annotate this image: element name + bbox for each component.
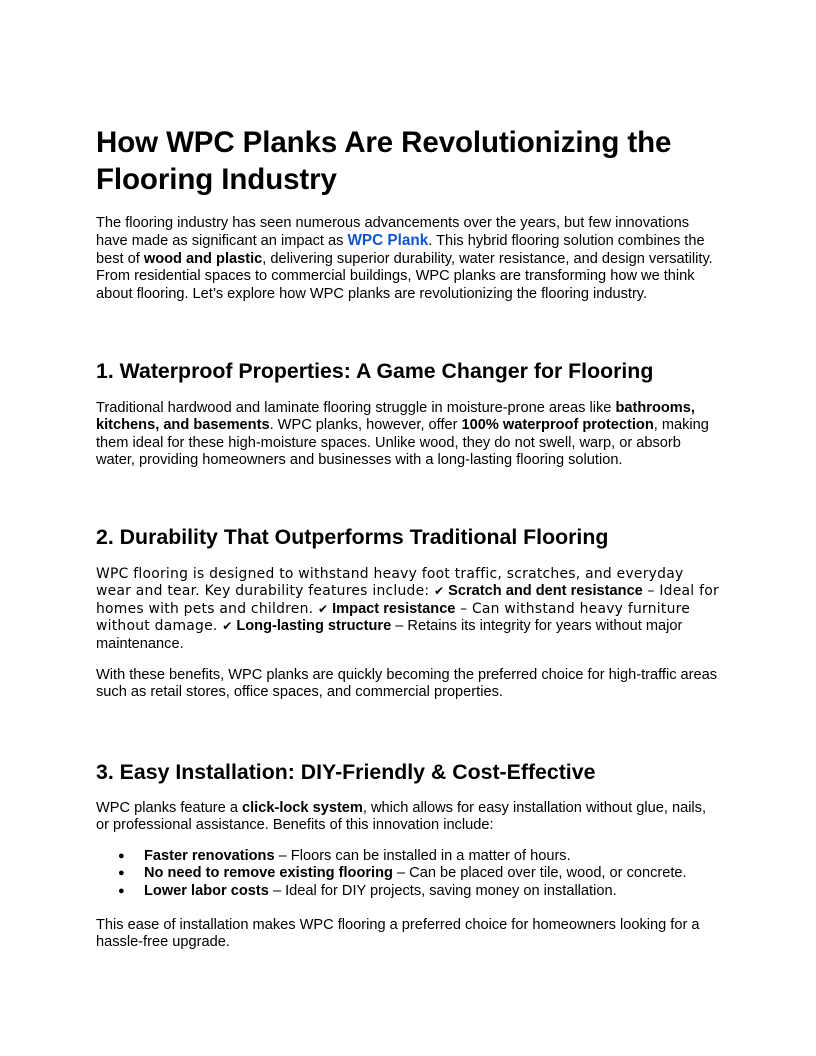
intro-text: The flooring industry has seen numerous advancements over the years, but few innovations have made as significant an impact as [96,215,689,250]
section-2-paragraph-2: With these benefits, WPC planks are quickly becoming the preferred choice for high-traffic areas such as retail stores, office spaces, and commercial properties. [96,667,718,701]
section-1-text: Traditional hardwood and laminate flooring struggle in moisture-prone areas like [96,400,616,416]
list-item-text: – Ideal for DIY projects, saving money on installation. [268,882,617,899]
list-item-text: – Floors can be installed in a matter of hours. [274,848,571,864]
section-2-paragraph [96,566,720,653]
section-2-text: – Can withstand heavy furniture without damage. [96,600,691,635]
page-title: How WPC Planks Are Revolutionizing the Flooring Industry [96,126,672,196]
section-2-bold: Impact resistance [332,600,456,617]
bullet-icon: ● [118,850,125,862]
list-item-text: – Can be placed over tile, wood, or concrete. [392,865,687,882]
intro-text: , delivering superior durability, water resistance, and design versatility. From residential spaces to commercial buildings, WPC planks are transforming how we think about flooring. Let’s explore how WPC planks are revolutionizing the flooring industry. [96,250,713,302]
benefits-list [118,848,704,900]
section-3-text: WPC planks feature a [96,800,243,816]
section-2-text: WPC flooring is designed to withstand heavy foot traffic, scratches, and everyday wear and tear. Key durability features include: [96,566,684,600]
section-3-paragraph-2: This ease of installation makes WPC flooring a preferred choice for homeowners looking for a hassle-free upgrade. [96,917,700,951]
list-item [118,848,704,865]
list-item [118,882,704,900]
section-3-heading: 3. Easy Installation: DIY-Friendly & Cost-Effective [96,760,596,784]
bullet-icon: ● [118,884,125,897]
list-item-bold: No need to remove existing flooring [144,865,393,882]
list-item [118,865,704,882]
section-3-text: , which allows for easy installation without glue, nails, or professional assistance. Benefits of this innovation include: [96,800,707,834]
section-3-paragraph [96,800,720,835]
section-1-paragraph [96,400,720,470]
intro-paragraph [96,215,720,303]
section-3-bold: click-lock system [242,800,363,816]
bullet-icon: ● [118,867,125,880]
intro-bold: wood and plastic [143,250,263,267]
checkmark-icon: ✔ [318,601,329,616]
intro-text: . This hybrid flooring solution combines the best of [96,233,705,267]
checkmark-icon: ✔ [434,584,445,599]
wpc-plank-link[interactable]: WPC Plank [347,232,429,250]
section-2-bold: Scratch and dent resistance [448,583,643,600]
section-2-heading: 2. Durability That Outperforms Traditional Flooring [96,525,609,549]
section-2-bold: Long-lasting structure [236,618,392,635]
section-2-text: – Ideal for homes with pets and children. [96,583,719,617]
list-item-bold: Faster renovations [144,848,275,864]
section-1-text: , making them ideal for these high-moisture spaces. Unlike wood, they do not swell, warp, or absorb water, providing homeowners and businesses with a long-lasting flooring solution. [96,417,709,469]
section-2-text: – Retains its integrity for years without major maintenance. [96,618,683,652]
section-1-heading: 1. Waterproof Properties: A Game Changer for Flooring [96,359,654,383]
section-1-text: . WPC planks, however, offer [269,417,462,434]
section-1-bold: 100% waterproof protection [461,417,654,434]
list-item-bold: Lower labor costs [144,882,269,899]
checkmark-icon: ✔ [222,619,233,634]
section-1-bold: bathrooms, kitchens, and basements [96,400,695,434]
